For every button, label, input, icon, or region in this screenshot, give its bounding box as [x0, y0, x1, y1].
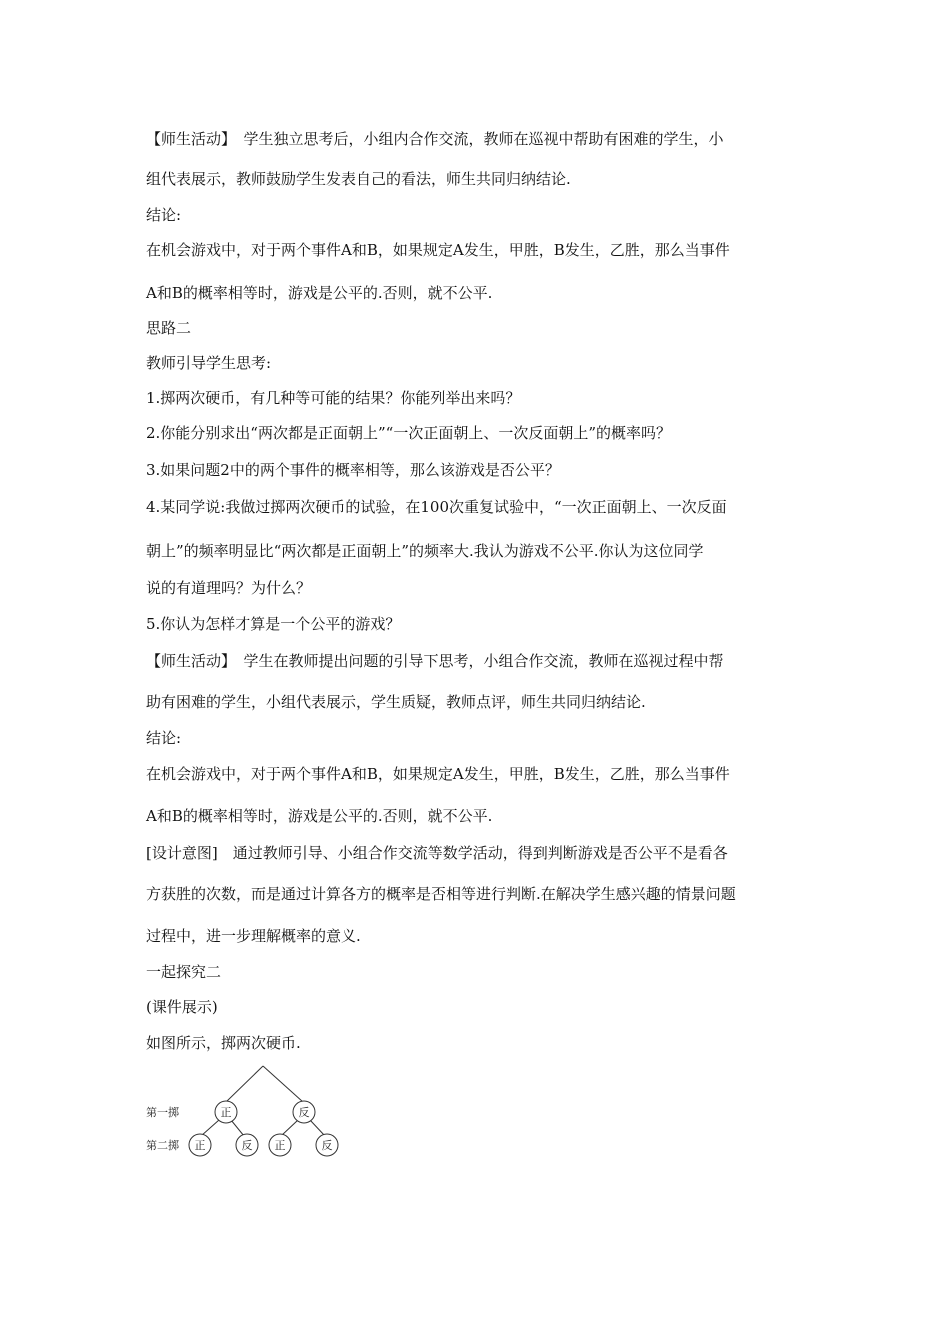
text-line: A和B的概率相等时，游戏是公平的.否则，就不公平.: [146, 807, 493, 825]
tree-branch: [310, 1120, 325, 1136]
node-label: 正: [220, 1106, 232, 1119]
section-heading: 一起探究二: [146, 963, 222, 981]
node-label: 反: [321, 1139, 333, 1152]
text-line: 【师生活动】 学生在教师提出问题的引导下思考，小组合作交流，教师在巡视过程中帮: [146, 652, 724, 670]
tree-branch: [201, 1120, 219, 1136]
row-label-second-toss: 第二掷: [146, 1139, 179, 1152]
text-line: [设计意图] 通过教师引导、小组合作交流等数学活动，得到判断游戏是否公平不是看各: [146, 844, 728, 862]
section-heading: 思路二: [146, 319, 192, 337]
node-label: 正: [274, 1139, 286, 1152]
text-line: 结论:: [146, 729, 182, 747]
question-5: 5.你认为怎样才算是一个公平的游戏？: [146, 615, 401, 633]
text-line: 教师引导学生思考:: [146, 354, 272, 372]
question-2: 2.你能分别求出“两次都是正面朝上”“一次正面朝上、一次反面朝上”的概率吗？: [146, 424, 671, 442]
question-1: 1.掷两次硬币，有几种等可能的结果？你能列举出来吗？: [146, 389, 521, 407]
node-label: 正: [194, 1139, 206, 1152]
question-3: 3.如果问题2中的两个事件的概率相等，那么该游戏是否公平？: [146, 461, 560, 479]
text-line: (课件展示): [146, 998, 218, 1016]
text-line: 在机会游戏中，对于两个事件A和B，如果规定A发生，甲胜，B发生，乙胜，那么当事件: [146, 765, 730, 783]
text-line: 在机会游戏中，对于两个事件A和B，如果规定A发生，甲胜，B发生，乙胜，那么当事件: [146, 241, 730, 259]
text-line: 方获胜的次数，而是通过计算各方的概率是否相等进行判断.在解决学生感兴趣的情景问题: [146, 885, 736, 903]
text-line: 组代表展示，教师鼓励学生发表自己的看法，师生共同归纳结论.: [146, 170, 571, 188]
text-line: 【师生活动】 学生独立思考后，小组内合作交流，教师在巡视中帮助有困难的学生，小: [146, 130, 724, 148]
text-line: 过程中，进一步理解概率的意义.: [146, 927, 361, 945]
tree-branch: [281, 1120, 298, 1136]
question-4-cont: 说的有道理吗？为什么？: [146, 579, 312, 597]
node-label: 反: [241, 1139, 253, 1152]
tree-branch: [231, 1120, 244, 1136]
question-4-cont: 朝上”的频率明显比“两次都是正面朝上”的频率大.我认为游戏不公平.你认为这位同学: [146, 542, 704, 560]
text-line: 如图所示，掷两次硬币.: [146, 1034, 301, 1052]
row-label-first-toss: 第一掷: [146, 1106, 179, 1119]
text-line: 结论:: [146, 206, 182, 224]
text-line: 助有困难的学生，小组代表展示，学生质疑，教师点评，师生共同归纳结论.: [146, 693, 646, 711]
node-label: 反: [298, 1106, 310, 1119]
tree-branch: [226, 1066, 263, 1102]
tree-branch: [263, 1066, 303, 1102]
coin-tree-diagram: [140, 1062, 360, 1162]
question-4: 4.某同学说:我做过掷两次硬币的试验，在100次重复试验中，“一次正面朝上、一次反面: [146, 498, 727, 516]
text-line: A和B的概率相等时，游戏是公平的.否则，就不公平.: [146, 284, 493, 302]
